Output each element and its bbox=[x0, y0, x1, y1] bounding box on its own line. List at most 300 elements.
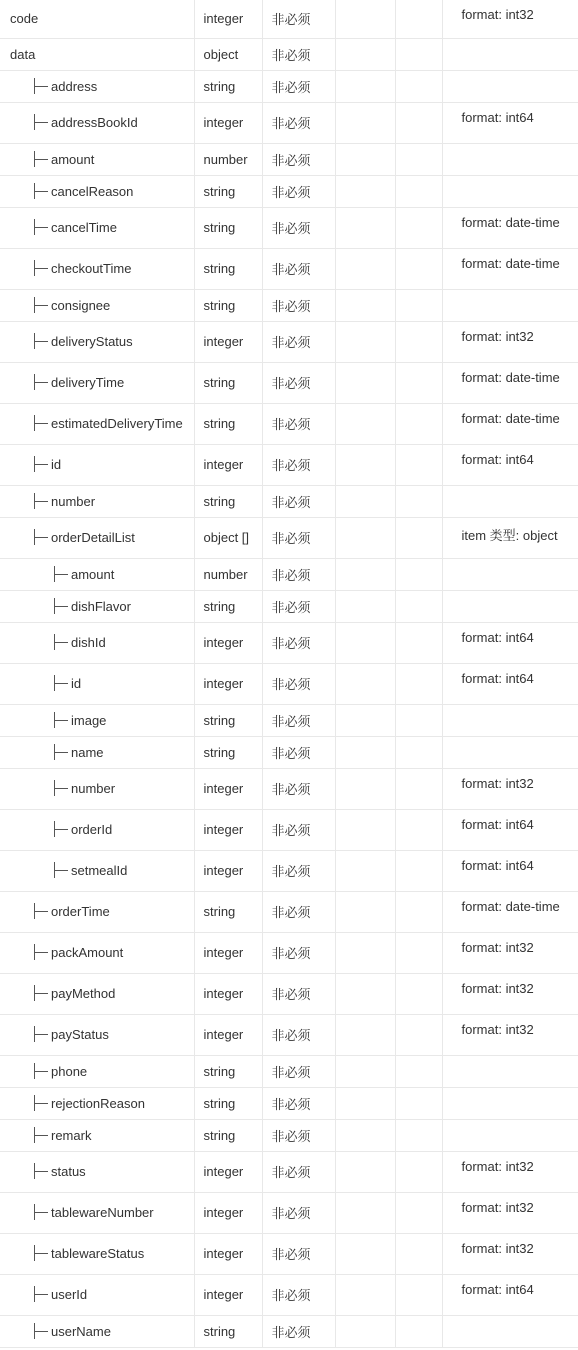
field-type: string bbox=[194, 590, 262, 622]
field-note-cell bbox=[395, 1087, 442, 1119]
field-note-cell bbox=[395, 590, 442, 622]
field-default-cell bbox=[335, 932, 395, 973]
field-note-cell bbox=[395, 143, 442, 175]
field-required: 非必须 bbox=[262, 207, 335, 248]
field-note-cell bbox=[395, 1315, 442, 1347]
field-type: integer bbox=[194, 850, 262, 891]
field-remark: format: date-time bbox=[442, 207, 578, 248]
tree-branch-icon bbox=[33, 335, 49, 347]
tree-branch-icon bbox=[33, 262, 49, 274]
field-note-cell bbox=[395, 289, 442, 321]
field-name-cell bbox=[0, 0, 194, 38]
field-default-cell bbox=[335, 1151, 395, 1192]
tree-branch-icon bbox=[33, 116, 49, 128]
table-row bbox=[0, 1233, 578, 1274]
tree-branch-icon bbox=[33, 987, 49, 999]
field-type: integer bbox=[194, 0, 262, 38]
tree-branch-icon bbox=[53, 823, 69, 835]
field-type: integer bbox=[194, 622, 262, 663]
tree-branch-icon bbox=[33, 80, 49, 92]
field-default-cell bbox=[335, 768, 395, 809]
field-remark bbox=[442, 1119, 578, 1151]
field-note-cell bbox=[395, 38, 442, 70]
field-note-cell bbox=[395, 517, 442, 558]
field-type: integer bbox=[194, 809, 262, 850]
tree-branch-icon bbox=[33, 946, 49, 958]
field-default-cell bbox=[335, 1192, 395, 1233]
field-default-cell bbox=[335, 70, 395, 102]
field-name: checkoutTime bbox=[51, 261, 132, 276]
table-row bbox=[0, 622, 578, 663]
field-name: amount bbox=[71, 566, 115, 582]
field-default-cell bbox=[335, 175, 395, 207]
field-remark: format: int64 bbox=[442, 850, 578, 891]
table-row bbox=[0, 403, 578, 444]
field-name-cell bbox=[0, 362, 194, 403]
table-row bbox=[0, 38, 578, 70]
field-note-cell bbox=[395, 891, 442, 932]
field-name-cell bbox=[0, 444, 194, 485]
field-type: string bbox=[194, 1087, 262, 1119]
field-note-cell bbox=[395, 1192, 442, 1233]
field-name: payStatus bbox=[51, 1027, 109, 1042]
tree-branch-icon bbox=[33, 1288, 49, 1300]
table-row bbox=[0, 207, 578, 248]
table-row bbox=[0, 704, 578, 736]
field-note-cell bbox=[395, 0, 442, 38]
field-remark: format: int32 bbox=[442, 1192, 578, 1233]
field-remark bbox=[442, 289, 578, 321]
field-remark: format: int32 bbox=[442, 321, 578, 362]
field-name-cell bbox=[0, 143, 194, 175]
table-row bbox=[0, 736, 578, 768]
field-name: userName bbox=[51, 1323, 111, 1339]
table-row bbox=[0, 248, 578, 289]
field-name: code bbox=[10, 11, 39, 27]
tree-branch-icon bbox=[53, 746, 69, 758]
field-required: 非必须 bbox=[262, 704, 335, 736]
field-required: 非必须 bbox=[262, 362, 335, 403]
field-default-cell bbox=[335, 207, 395, 248]
table-row bbox=[0, 143, 578, 175]
tree-branch-icon bbox=[33, 153, 49, 165]
field-remark: format: int64 bbox=[442, 663, 578, 704]
field-note-cell bbox=[395, 1014, 442, 1055]
field-required: 非必须 bbox=[262, 1087, 335, 1119]
table-row bbox=[0, 321, 578, 362]
field-default-cell bbox=[335, 1014, 395, 1055]
field-name-cell bbox=[0, 558, 194, 590]
field-name: deliveryTime bbox=[51, 375, 125, 390]
field-required: 非必须 bbox=[262, 517, 335, 558]
field-name: orderDetailList bbox=[51, 530, 135, 545]
field-default-cell bbox=[335, 1055, 395, 1087]
table-row bbox=[0, 1274, 578, 1315]
field-default-cell bbox=[335, 321, 395, 362]
field-default-cell bbox=[335, 736, 395, 768]
field-name-cell bbox=[0, 932, 194, 973]
field-name-cell bbox=[0, 768, 194, 809]
field-remark: format: int32 bbox=[442, 0, 578, 38]
field-name: orderTime bbox=[51, 904, 110, 919]
field-required: 非必须 bbox=[262, 1119, 335, 1151]
field-required: 非必须 bbox=[262, 248, 335, 289]
field-type: number bbox=[194, 143, 262, 175]
field-note-cell bbox=[395, 1151, 442, 1192]
field-type: string bbox=[194, 1315, 262, 1347]
field-name: status bbox=[51, 1164, 86, 1179]
field-required: 非必须 bbox=[262, 0, 335, 38]
field-type: string bbox=[194, 1119, 262, 1151]
field-name-cell bbox=[0, 891, 194, 932]
field-default-cell bbox=[335, 143, 395, 175]
field-default-cell bbox=[335, 1274, 395, 1315]
table-row bbox=[0, 558, 578, 590]
tree-branch-icon bbox=[33, 531, 49, 543]
tree-branch-icon bbox=[33, 1065, 49, 1077]
field-required: 非必须 bbox=[262, 102, 335, 143]
table-row bbox=[0, 1192, 578, 1233]
table-row bbox=[0, 1055, 578, 1087]
field-required: 非必须 bbox=[262, 891, 335, 932]
field-default-cell bbox=[335, 38, 395, 70]
field-type: number bbox=[194, 558, 262, 590]
field-name: setmealId bbox=[71, 863, 128, 878]
field-default-cell bbox=[335, 850, 395, 891]
field-remark: format: date-time bbox=[442, 248, 578, 289]
field-remark bbox=[442, 1055, 578, 1087]
field-default-cell bbox=[335, 704, 395, 736]
tree-branch-icon bbox=[33, 1129, 49, 1141]
field-name: tablewareStatus bbox=[51, 1246, 145, 1261]
field-name-cell bbox=[0, 1151, 194, 1192]
field-default-cell bbox=[335, 622, 395, 663]
field-required: 非必须 bbox=[262, 1274, 335, 1315]
field-note-cell bbox=[395, 1119, 442, 1151]
field-name: estimatedDeliveryTime bbox=[51, 416, 183, 431]
field-required: 非必须 bbox=[262, 663, 335, 704]
table-row bbox=[0, 485, 578, 517]
field-type: integer bbox=[194, 1274, 262, 1315]
field-name: remark bbox=[51, 1127, 92, 1143]
field-remark bbox=[442, 704, 578, 736]
field-name-cell bbox=[0, 850, 194, 891]
field-default-cell bbox=[335, 0, 395, 38]
field-note-cell bbox=[395, 248, 442, 289]
field-required: 非必须 bbox=[262, 1055, 335, 1087]
field-default-cell bbox=[335, 1087, 395, 1119]
field-default-cell bbox=[335, 517, 395, 558]
field-required: 非必须 bbox=[262, 1192, 335, 1233]
field-remark: format: date-time bbox=[442, 403, 578, 444]
tree-branch-icon bbox=[33, 1206, 49, 1218]
table-row bbox=[0, 1014, 578, 1055]
field-type: integer bbox=[194, 973, 262, 1014]
field-type: string bbox=[194, 362, 262, 403]
field-remark: format: int64 bbox=[442, 444, 578, 485]
field-name-cell bbox=[0, 70, 194, 102]
field-required: 非必须 bbox=[262, 558, 335, 590]
field-type: integer bbox=[194, 1233, 262, 1274]
field-type: string bbox=[194, 1055, 262, 1087]
table-row bbox=[0, 590, 578, 622]
field-required: 非必须 bbox=[262, 70, 335, 102]
field-remark bbox=[442, 558, 578, 590]
field-name: userId bbox=[51, 1287, 88, 1302]
field-type: string bbox=[194, 207, 262, 248]
table-row bbox=[0, 1119, 578, 1151]
field-note-cell bbox=[395, 558, 442, 590]
field-remark: item 类型: object bbox=[442, 517, 578, 558]
tree-branch-icon bbox=[33, 458, 49, 470]
field-name-cell bbox=[0, 1315, 194, 1347]
field-type: string bbox=[194, 704, 262, 736]
tree-branch-icon bbox=[53, 568, 69, 580]
field-required: 非必须 bbox=[262, 289, 335, 321]
field-type: integer bbox=[194, 321, 262, 362]
field-default-cell bbox=[335, 362, 395, 403]
field-default-cell bbox=[335, 1315, 395, 1347]
field-name-cell bbox=[0, 973, 194, 1014]
tree-branch-icon bbox=[53, 600, 69, 612]
field-note-cell bbox=[395, 1055, 442, 1087]
field-name: dishId bbox=[71, 635, 106, 650]
tree-branch-icon bbox=[53, 677, 69, 689]
field-note-cell bbox=[395, 485, 442, 517]
field-name: payMethod bbox=[51, 986, 116, 1001]
field-note-cell bbox=[395, 362, 442, 403]
field-name: orderId bbox=[71, 822, 113, 837]
field-type: string bbox=[194, 403, 262, 444]
field-type: string bbox=[194, 289, 262, 321]
field-note-cell bbox=[395, 973, 442, 1014]
field-name: address bbox=[51, 78, 98, 94]
table-row bbox=[0, 809, 578, 850]
field-note-cell bbox=[395, 736, 442, 768]
field-type: string bbox=[194, 736, 262, 768]
field-default-cell bbox=[335, 444, 395, 485]
table-row bbox=[0, 444, 578, 485]
field-required: 非必须 bbox=[262, 143, 335, 175]
field-default-cell bbox=[335, 289, 395, 321]
field-name-cell bbox=[0, 485, 194, 517]
tree-branch-icon bbox=[33, 495, 49, 507]
field-required: 非必须 bbox=[262, 485, 335, 517]
field-required: 非必须 bbox=[262, 403, 335, 444]
field-default-cell bbox=[335, 1233, 395, 1274]
field-name: data bbox=[10, 46, 36, 62]
field-required: 非必须 bbox=[262, 321, 335, 362]
field-name-cell bbox=[0, 517, 194, 558]
field-remark: format: int32 bbox=[442, 1151, 578, 1192]
field-name-cell bbox=[0, 1055, 194, 1087]
field-remark: format: int64 bbox=[442, 809, 578, 850]
field-name: cancelTime bbox=[51, 220, 117, 235]
tree-branch-icon bbox=[33, 1165, 49, 1177]
field-name: name bbox=[71, 744, 104, 760]
field-remark: format: int64 bbox=[442, 1274, 578, 1315]
field-type: string bbox=[194, 485, 262, 517]
field-type: object bbox=[194, 38, 262, 70]
tree-branch-icon bbox=[33, 1325, 49, 1337]
field-remark: format: date-time bbox=[442, 891, 578, 932]
field-name-cell bbox=[0, 289, 194, 321]
field-type: integer bbox=[194, 1192, 262, 1233]
field-name-cell bbox=[0, 403, 194, 444]
field-default-cell bbox=[335, 248, 395, 289]
field-remark: format: int64 bbox=[442, 102, 578, 143]
field-required: 非必须 bbox=[262, 38, 335, 70]
table-row bbox=[0, 1151, 578, 1192]
field-required: 非必须 bbox=[262, 1014, 335, 1055]
field-name: rejectionReason bbox=[51, 1095, 145, 1111]
field-remark bbox=[442, 143, 578, 175]
field-name-cell bbox=[0, 175, 194, 207]
field-default-cell bbox=[335, 891, 395, 932]
field-name-cell bbox=[0, 1087, 194, 1119]
field-name: phone bbox=[51, 1063, 88, 1079]
field-note-cell bbox=[395, 622, 442, 663]
field-name-cell bbox=[0, 663, 194, 704]
field-name-cell bbox=[0, 1233, 194, 1274]
field-note-cell bbox=[395, 809, 442, 850]
tree-branch-icon bbox=[33, 1247, 49, 1259]
field-type: string bbox=[194, 70, 262, 102]
field-name: dishFlavor bbox=[71, 598, 131, 614]
field-name: addressBookId bbox=[51, 115, 138, 130]
table-row bbox=[0, 1315, 578, 1347]
field-note-cell bbox=[395, 321, 442, 362]
table-row bbox=[0, 932, 578, 973]
table-row bbox=[0, 362, 578, 403]
field-type: string bbox=[194, 891, 262, 932]
field-note-cell bbox=[395, 207, 442, 248]
field-default-cell bbox=[335, 102, 395, 143]
tree-branch-icon bbox=[33, 376, 49, 388]
tree-branch-icon bbox=[53, 782, 69, 794]
field-name: number bbox=[71, 781, 116, 796]
field-name-cell bbox=[0, 704, 194, 736]
table-row bbox=[0, 768, 578, 809]
field-name-cell bbox=[0, 590, 194, 622]
table-row bbox=[0, 891, 578, 932]
table-row bbox=[0, 70, 578, 102]
field-note-cell bbox=[395, 444, 442, 485]
field-note-cell bbox=[395, 403, 442, 444]
field-name-cell bbox=[0, 1192, 194, 1233]
field-note-cell bbox=[395, 1233, 442, 1274]
field-required: 非必须 bbox=[262, 809, 335, 850]
field-default-cell bbox=[335, 403, 395, 444]
field-type: integer bbox=[194, 932, 262, 973]
field-name: id bbox=[71, 676, 82, 691]
field-note-cell bbox=[395, 663, 442, 704]
field-name: amount bbox=[51, 151, 95, 167]
field-type: integer bbox=[194, 1151, 262, 1192]
field-required: 非必须 bbox=[262, 590, 335, 622]
field-name: consignee bbox=[51, 297, 111, 313]
field-name-cell bbox=[0, 736, 194, 768]
field-type: integer bbox=[194, 102, 262, 143]
field-name-cell bbox=[0, 321, 194, 362]
field-remark bbox=[442, 590, 578, 622]
field-type: object [] bbox=[194, 517, 262, 558]
tree-branch-icon bbox=[53, 636, 69, 648]
field-required: 非必须 bbox=[262, 973, 335, 1014]
field-remark: format: int32 bbox=[442, 973, 578, 1014]
field-name-cell bbox=[0, 102, 194, 143]
field-name-cell bbox=[0, 622, 194, 663]
field-type: integer bbox=[194, 663, 262, 704]
tree-branch-icon bbox=[33, 905, 49, 917]
field-remark bbox=[442, 736, 578, 768]
field-required: 非必须 bbox=[262, 175, 335, 207]
tree-branch-icon bbox=[33, 1097, 49, 1109]
field-default-cell bbox=[335, 663, 395, 704]
tree-branch-icon bbox=[33, 1028, 49, 1040]
table-row bbox=[0, 175, 578, 207]
tree-branch-icon bbox=[33, 185, 49, 197]
tree-branch-icon bbox=[53, 864, 69, 876]
field-required: 非必须 bbox=[262, 622, 335, 663]
field-note-cell bbox=[395, 850, 442, 891]
field-remark: format: int32 bbox=[442, 932, 578, 973]
table-row bbox=[0, 102, 578, 143]
field-required: 非必须 bbox=[262, 932, 335, 973]
field-required: 非必须 bbox=[262, 1233, 335, 1274]
field-remark: format: int32 bbox=[442, 768, 578, 809]
field-required: 非必须 bbox=[262, 768, 335, 809]
field-remark bbox=[442, 1087, 578, 1119]
field-required: 非必须 bbox=[262, 444, 335, 485]
field-name-cell bbox=[0, 248, 194, 289]
field-default-cell bbox=[335, 973, 395, 1014]
field-note-cell bbox=[395, 768, 442, 809]
table-row bbox=[0, 1087, 578, 1119]
field-required: 非必须 bbox=[262, 736, 335, 768]
field-type: integer bbox=[194, 444, 262, 485]
field-name-cell bbox=[0, 1119, 194, 1151]
field-type: integer bbox=[194, 1014, 262, 1055]
field-name: packAmount bbox=[51, 945, 124, 960]
field-note-cell bbox=[395, 102, 442, 143]
field-type: string bbox=[194, 175, 262, 207]
field-name: number bbox=[51, 493, 96, 509]
field-note-cell bbox=[395, 175, 442, 207]
field-name: tablewareNumber bbox=[51, 1205, 154, 1220]
field-name-cell bbox=[0, 38, 194, 70]
field-note-cell bbox=[395, 1274, 442, 1315]
tree-branch-icon bbox=[33, 221, 49, 233]
tree-branch-icon bbox=[33, 417, 49, 429]
field-remark bbox=[442, 38, 578, 70]
field-name-cell bbox=[0, 809, 194, 850]
table-row bbox=[0, 517, 578, 558]
tree-branch-icon bbox=[33, 299, 49, 311]
field-default-cell bbox=[335, 809, 395, 850]
field-remark: format: date-time bbox=[442, 362, 578, 403]
field-remark bbox=[442, 485, 578, 517]
field-name: image bbox=[71, 712, 107, 728]
field-type: string bbox=[194, 248, 262, 289]
table-row bbox=[0, 850, 578, 891]
field-type: integer bbox=[194, 768, 262, 809]
field-name: id bbox=[51, 457, 62, 472]
table-row bbox=[0, 973, 578, 1014]
field-default-cell bbox=[335, 558, 395, 590]
field-remark bbox=[442, 70, 578, 102]
field-remark: format: int32 bbox=[442, 1014, 578, 1055]
